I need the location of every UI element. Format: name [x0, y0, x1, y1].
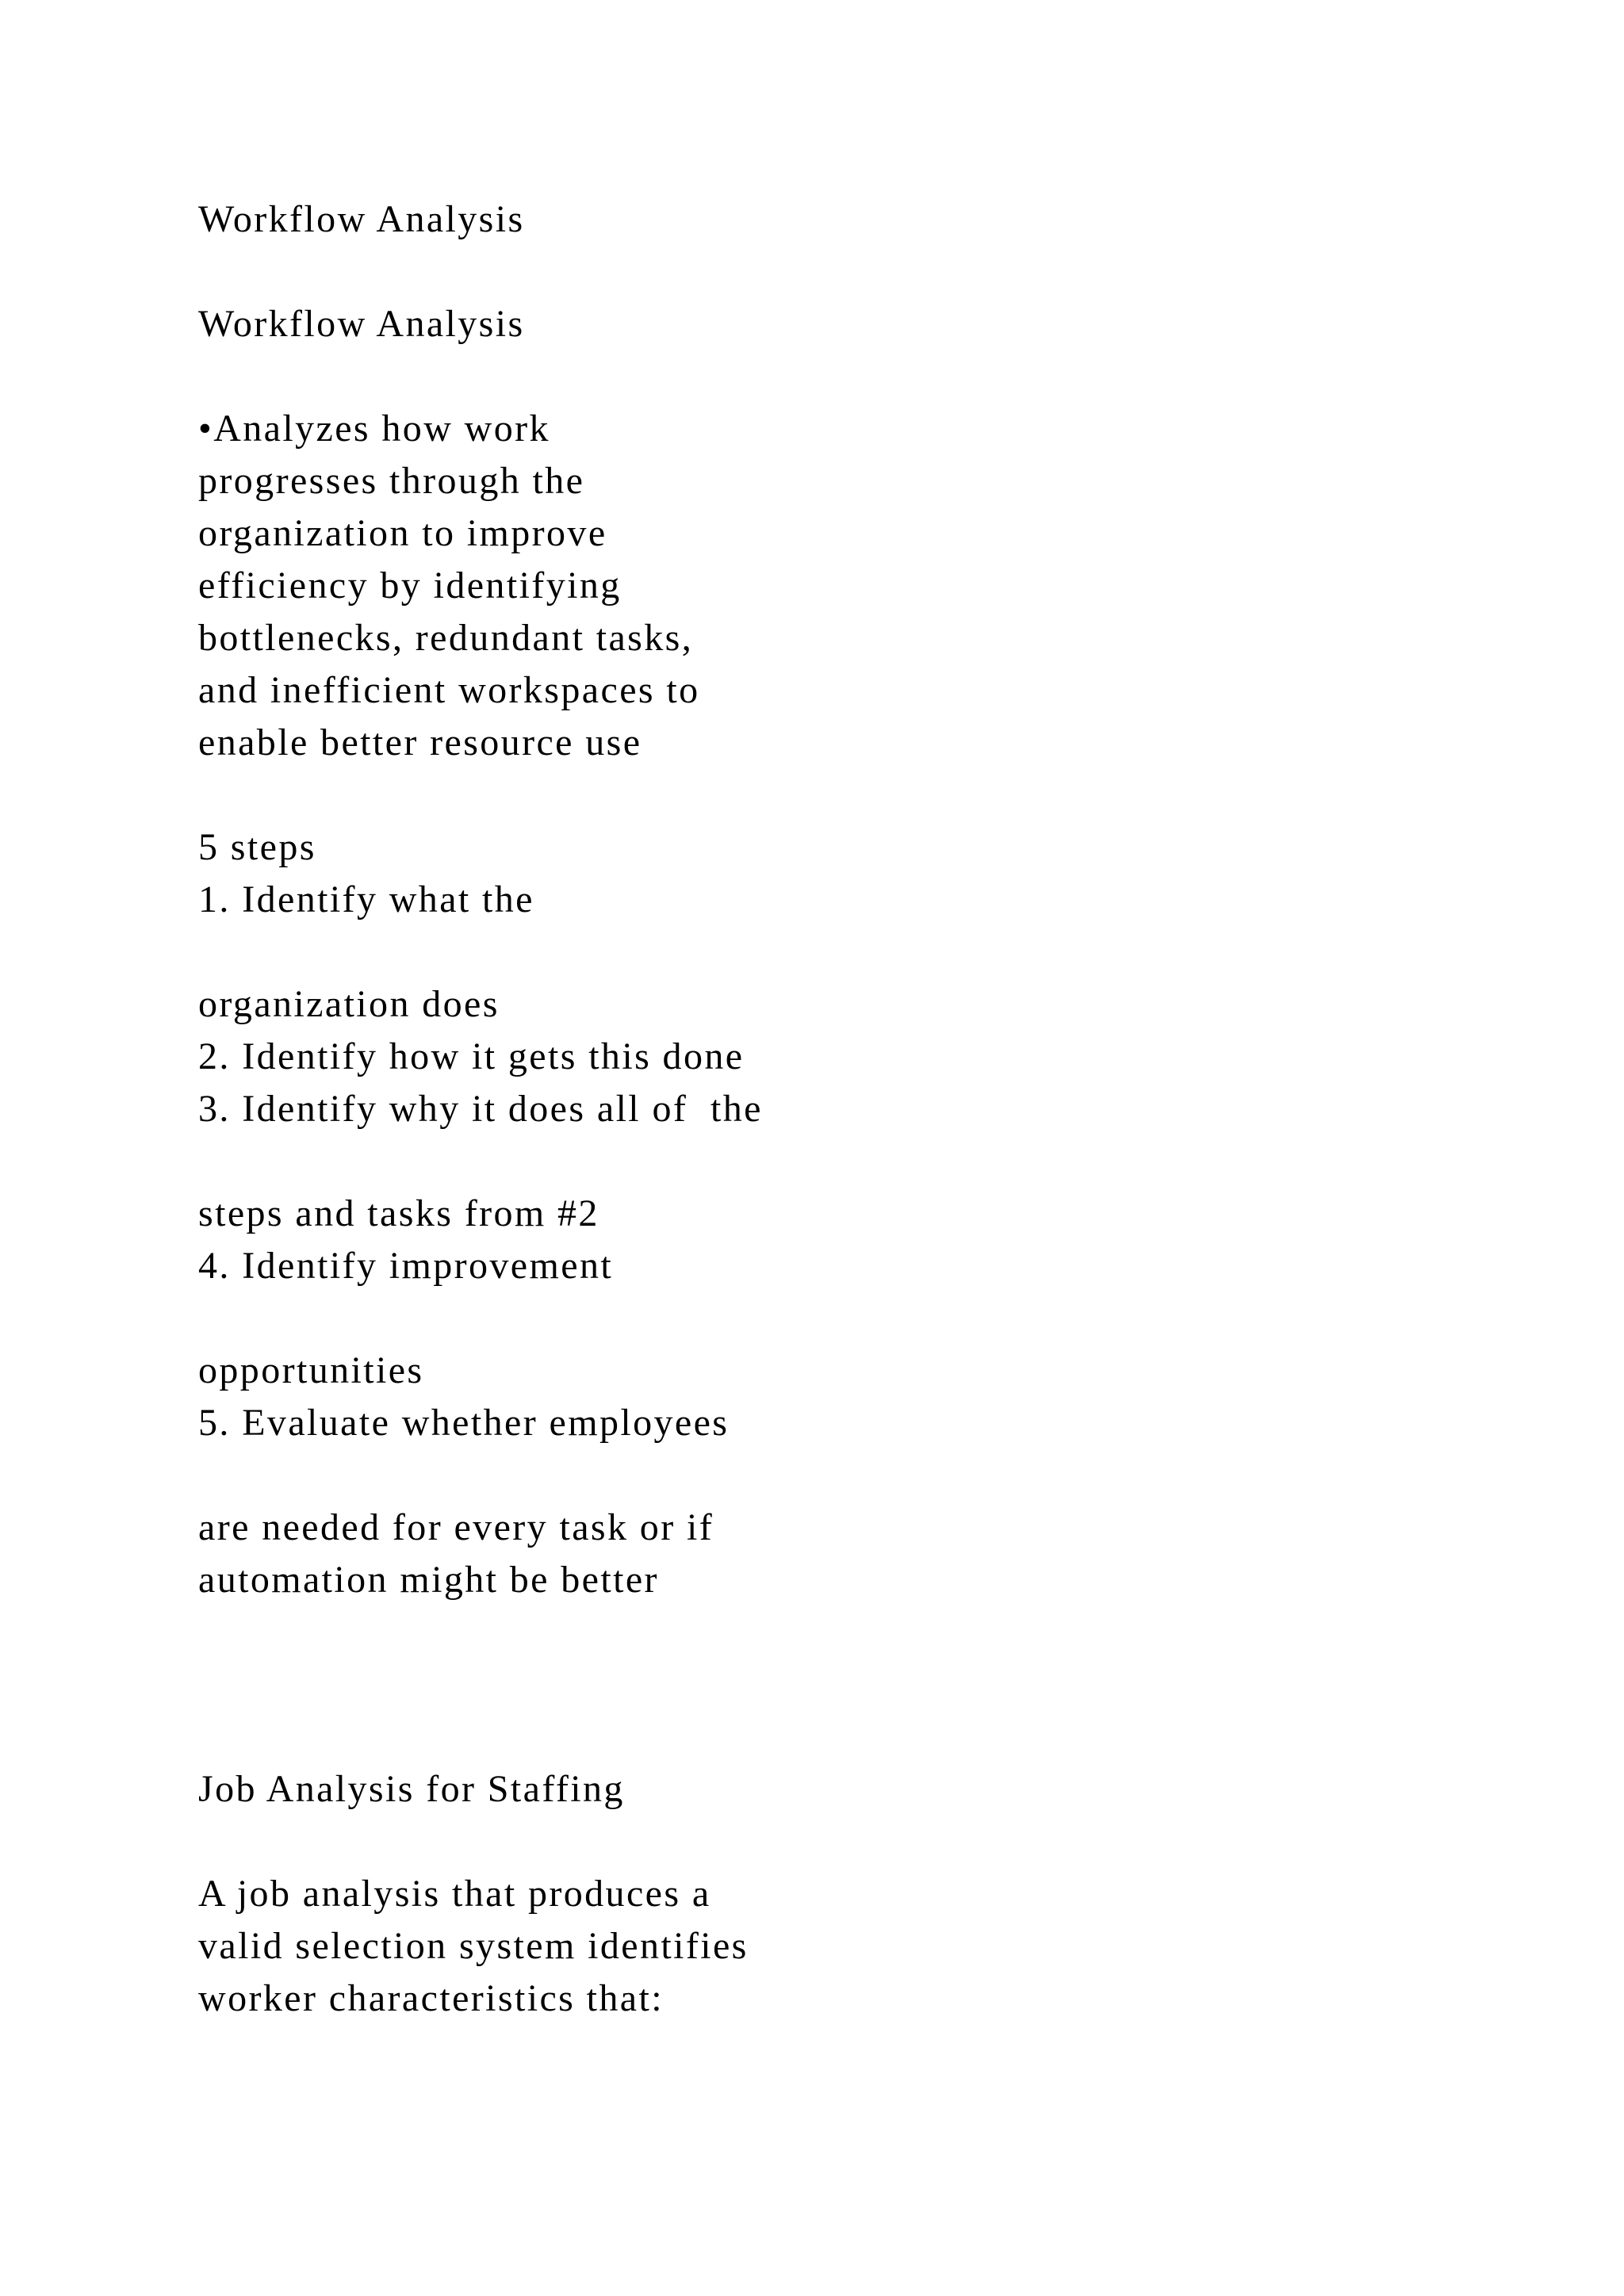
section-heading: Workflow Analysis	[198, 303, 525, 345]
step-line: 2. Identify how it gets this done	[198, 1035, 745, 1077]
step-line: 3. Identify why it does all of the	[198, 1088, 763, 1130]
blank-line	[198, 1816, 1546, 1868]
blank-line	[198, 1659, 1546, 1711]
step-line: opportunities	[198, 1349, 424, 1391]
blank-line	[198, 246, 1546, 298]
bullet-text-line: progresses through the	[198, 460, 585, 502]
bullet-text-line: efficiency by identifying	[198, 564, 622, 607]
paragraph-line: worker characteristics that:	[198, 1977, 664, 2019]
document-body	[198, 193, 1546, 2025]
paragraph-line: A job analysis that produces a	[198, 1873, 711, 1915]
step-line: 1. Identify what the	[198, 878, 534, 920]
steps-heading: 5 steps	[198, 826, 316, 868]
blank-line	[198, 1135, 1546, 1188]
bullet-text-line: bottlenecks, redundant tasks,	[198, 617, 694, 659]
bullet-text-line: organization to improve	[198, 512, 607, 554]
bullet-text-line: enable better resource use	[198, 721, 642, 763]
blank-line	[198, 350, 1546, 403]
step-line: 5. Evaluate whether employees	[198, 1402, 730, 1444]
step-line: 4. Identify improvement	[198, 1245, 614, 1287]
step-line: automation might be better	[198, 1559, 659, 1601]
document-title: Workflow Analysis	[198, 198, 525, 240]
section-heading: Job Analysis for Staffing	[198, 1768, 625, 1810]
step-line: are needed for every task or if	[198, 1506, 714, 1548]
blank-line	[198, 769, 1546, 821]
bullet-text-line: and inefficient workspaces to	[198, 669, 700, 711]
blank-line	[198, 1449, 1546, 1502]
bullet-text-line: •Analyzes how work	[198, 408, 550, 450]
blank-line	[198, 1292, 1546, 1345]
blank-line	[198, 1606, 1546, 1659]
step-line: organization does	[198, 983, 500, 1025]
blank-line	[198, 1711, 1546, 1763]
step-line: steps and tasks from #2	[198, 1192, 599, 1234]
paragraph-line: valid selection system identifies	[198, 1925, 749, 1967]
blank-line	[198, 926, 1546, 978]
